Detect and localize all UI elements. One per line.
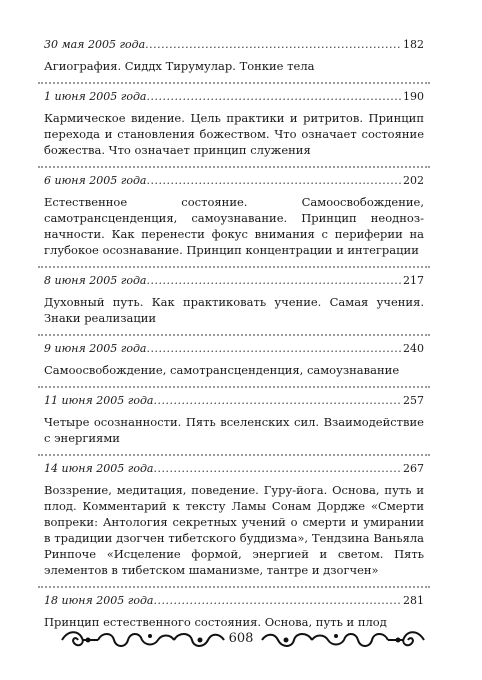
entry-description: Агиография. Сиддх Тирумулар. Тонкие тела xyxy=(44,59,315,73)
entry-page-number: 257 xyxy=(403,394,424,407)
toc-date-row xyxy=(44,38,424,52)
entry-page-number: 240 xyxy=(403,342,424,355)
toc-date-row xyxy=(44,174,424,188)
toc-date-row xyxy=(44,274,424,288)
entry-date: 14 июня 2005 года xyxy=(44,462,154,475)
entry-date: 9 июня 2005 года xyxy=(44,342,147,355)
table-of-contents xyxy=(44,38,424,638)
dotted-divider xyxy=(38,586,430,588)
toc-date-row xyxy=(44,462,424,476)
dotted-divider xyxy=(38,166,430,168)
toc-entry xyxy=(44,266,424,326)
page-footer xyxy=(0,628,482,658)
page-number: 608 xyxy=(228,631,254,646)
toc-date-row xyxy=(44,394,424,408)
entry-description: Самоосвобождение, самотрансценденция, самоузнавание xyxy=(44,363,400,377)
toc-entry xyxy=(44,386,424,446)
dotted-divider xyxy=(38,386,430,388)
toc-date-row xyxy=(44,90,424,104)
entry-description: Кармическое видение. Цель практики и ритритов. Принцип перехода и становления божеством. Что означает состояние божества. Что означает принцип служения xyxy=(44,111,424,157)
toc-date-row xyxy=(44,594,424,608)
right-ornament-icon xyxy=(258,628,428,652)
toc-entry xyxy=(44,82,424,158)
entry-date: 6 июня 2005 года xyxy=(44,174,147,187)
dotted-divider xyxy=(38,82,430,84)
leader-dots xyxy=(145,38,402,52)
entry-description: Естественное состояние. Самоосвобождение, самотрансценденция, самоузнавание. Принцип неоднозначности. Как перенести фокус внимания с периферии на глубокое осознавание. Принцип концентрации и интеграции xyxy=(44,195,424,257)
toc-date-row xyxy=(44,342,424,356)
leader-dots xyxy=(154,594,403,608)
leader-dots xyxy=(154,462,403,476)
entry-page-number: 217 xyxy=(403,274,424,287)
leader-dots xyxy=(147,342,403,356)
leader-dots xyxy=(154,394,403,408)
entry-page-number: 182 xyxy=(403,38,424,51)
dotted-divider xyxy=(38,266,430,268)
leader-dots xyxy=(147,174,403,188)
leader-dots xyxy=(147,274,403,288)
toc-entry xyxy=(44,586,424,630)
dotted-divider xyxy=(38,334,430,336)
toc-entry xyxy=(44,38,424,74)
dotted-divider xyxy=(38,454,430,456)
entry-date: 8 июня 2005 года xyxy=(44,274,147,287)
entry-description: Воззрение, медитация, поведение. Гуру-йога. Основа, путь и плод. Комментарий к тексту Ламы Сонам Дордже «Смерти вопреки: Антология секретных учений о смерти и умирании в традиции дзогчен тибетского буддизма», Тендзина Ваньяла Ринпоче «Исцеление формой, энергией и светом. Пять элементов в тибетском шаманизме, тантре и дзогчен» xyxy=(44,483,424,577)
toc-entry xyxy=(44,166,424,258)
entry-date: 11 июня 2005 года xyxy=(44,394,154,407)
toc-entry xyxy=(44,454,424,578)
entry-page-number: 281 xyxy=(403,594,424,607)
entry-description: Принцип естественного состояния. Основа, путь и плод xyxy=(44,615,387,629)
leader-dots xyxy=(147,90,403,104)
entry-date: 18 июня 2005 года xyxy=(44,594,154,607)
entry-page-number: 202 xyxy=(403,174,424,187)
entry-page-number: 267 xyxy=(403,462,424,475)
toc-entry xyxy=(44,334,424,378)
entry-page-number: 190 xyxy=(403,90,424,103)
entry-date: 30 мая 2005 года xyxy=(44,38,146,51)
entry-description: Четыре осознанности. Пять вселенских сил. Взаимодействие с энергиями xyxy=(44,415,424,445)
entry-date: 1 июня 2005 года xyxy=(44,90,147,103)
entry-description: Духовный путь. Как практиковать учение. Самая учения. Знаки реализации xyxy=(44,295,424,325)
